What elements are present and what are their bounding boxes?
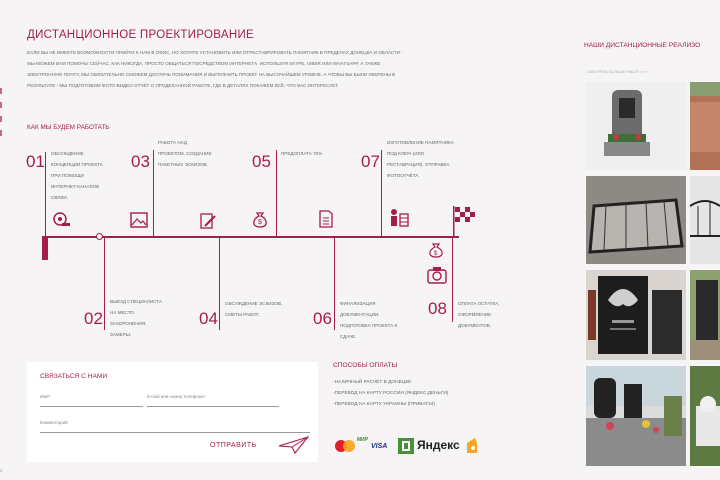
see-more-works-link[interactable]: СМОТРЕТЬ БОЛЬШЕ РАБОТ >>> [587, 70, 647, 74]
step-01-line [45, 152, 46, 236]
step-03-number: 03 [131, 152, 150, 171]
timeline-start-marker [42, 236, 48, 260]
page-title: ДИСТАНЦИОННОЕ ПРОЕКТИРОВАНИЕ [27, 29, 254, 41]
intro-line: ЭЛЕКТРОННУЮ ПОЧТУ, МЫ ОБЯЗАТЕЛЬНО СМОЖЕМ ДОСТИЧЬ ПОНИМАНИЯ И ВЫПОЛНИТЬ ПРОЕКТ НА ВЫСОЧАЙШЕМ УРОВНЕ. А ЧТОБЫ ВЫ БЫЛИ УВЕРЕНЫ В [27, 72, 396, 77]
step-07-line [381, 150, 382, 236]
camera-icon [427, 266, 447, 284]
yandex-money-icon [465, 437, 479, 455]
gallery-photo-6[interactable] [690, 270, 720, 360]
gallery-photo-2[interactable] [690, 82, 720, 170]
step-05-text: ПРЕДОПЛАТА 70% [281, 151, 323, 156]
step-07-text: ИЗГОТОВЛЕНИЕ ПАМЯТНИКА ПОД КЛЮЧ (ИЛИ РЕСТАВРАЦИЯ). ОТПРАВКА ФОТООТЧЁТА. [387, 140, 454, 178]
send-button[interactable] [210, 442, 257, 449]
mir-logo: МИР [357, 437, 369, 443]
finish-flag-icon [453, 206, 475, 238]
step-05-number: 05 [252, 152, 271, 171]
step-04-line [219, 238, 220, 330]
measuring-tape-icon [52, 210, 70, 228]
step-04-number: 04 [199, 309, 218, 328]
corner-mark: s [0, 468, 3, 474]
privat24-logo-icon [397, 437, 415, 455]
svg-text:$: $ [258, 219, 262, 226]
step-05-line [276, 150, 277, 236]
gallery-photo-8[interactable] [690, 366, 720, 466]
visa-logo: VISA [371, 443, 388, 450]
document-icon [318, 210, 334, 228]
name-input[interactable]: Имя* [40, 392, 143, 407]
gallery-photo-monument-1[interactable] [586, 82, 686, 170]
money-bag-icon [428, 242, 444, 258]
paper-plane-icon [279, 436, 309, 454]
timeline-axis [44, 236, 459, 238]
step-02-line [104, 238, 105, 330]
timeline-dot [96, 233, 103, 240]
step-08-line [452, 238, 453, 322]
step-01-number: 01 [26, 152, 45, 171]
step-06-text: ФИНАЛИЗАЦИЯ ДОКУМЕНТАЦИИ, ПОДГОТОВКА ПРОЕКТА К СДАЧЕ. [340, 301, 398, 339]
money-bag-icon [252, 210, 268, 228]
step-02-text: ВЫЕЗД СПЕЦИАЛИСТА НА МЕСТО ЗАХОРОНЕНИЯ, ЗАМЕРЫ. [110, 299, 163, 337]
worker-building-icon [388, 208, 410, 228]
step-02-number: 02 [84, 309, 103, 328]
gallery-photo-monument-3[interactable] [586, 366, 686, 466]
payment-title: СПОСОБЫ ОПЛАТЫ [333, 362, 398, 369]
comment-input[interactable]: Комментарий [40, 418, 310, 433]
email-phone-input[interactable]: E-mail или номер телефона* [147, 392, 279, 407]
pencil-document-icon [199, 212, 217, 230]
image-sketch-icon [130, 212, 148, 228]
step-06-line [334, 238, 335, 330]
step-03-text: РАБОТА НАД ПРОЕКТОМ, СОЗДАНИЕ ПАКЕТНЫХ ЭСКИЗОВ. [158, 140, 212, 167]
step-07-number: 07 [361, 152, 380, 171]
section-subtitle: КАК МЫ БУДЕМ РАБОТАТЬ [27, 124, 110, 131]
contact-form-title: СВЯЗАТЬСЯ С НАМИ [40, 373, 108, 380]
contact-form [27, 362, 318, 462]
svg-text:$: $ [434, 251, 438, 257]
gallery-photo-fence-1[interactable] [586, 176, 686, 264]
intro-line: МЫ МОЖЕМ ВАМ ПОМОЧЬ! СЕЙЧАС, КАК НИКОГДА, ПРОСТО ОБЩАТЬСЯ ПОСРЕДСТВОМ ИНТЕРНЕТА. ИСПОЛЬЗУЯ SKYPE, VIBER ИЛИ WHATSAPP, А ТАКЖЕ [27, 61, 381, 66]
intro-line: РЕЗУЛЬТАТЕ - МЫ ПОДГОТОВИМ ФОТО-ВИДЕО ОТЧЁТ О ПРОДЕЛАННОЙ РАБОТЕ, ГДЕ В ДЕТАЛЯХ ПОКАЖЕМ ВСЁ, ЧТО ВАС ИНТЕРЕСУЕТ. [27, 83, 339, 88]
step-03-line [153, 150, 154, 236]
intro-line: ЕСЛИ ВЫ НЕ ИМЕЕТЕ ВОЗМОЖНОСТИ ПРИЙТИ К НАМ В ОФИС, НО ХОТИТЕ УСТАНОВИТЬ ИЛИ ОТРЕСТАВРИРОВАТЬ ПАМЯТНИК В ПРЕДЕЛАХ ДОНЕЦКА И ОБЛАСТИ - [27, 50, 403, 55]
payment-methods [333, 362, 503, 410]
gallery-photo-4[interactable] [690, 176, 720, 264]
step-06-number: 06 [313, 309, 332, 328]
step-01-text: ОБСУЖДЕНИЕ КОНЦЕПЦИИ ПРОЕКТА ПРИ ПОМОЩИ ИНТЕРНЕТ-КАНАЛОВ СВЯЗИ. [51, 151, 103, 200]
payment-item: -НАЛИЧНЫЙ РАСЧЁТ В ДОНЕЦКЕ [333, 380, 412, 385]
mastercard-logo-icon [333, 439, 357, 453]
step-08-number: 08 [428, 299, 447, 318]
payment-item: -ПЕРЕВОД НА КАРТУ УКРАИНЫ (ПРИВАТ24) [333, 402, 436, 407]
gallery-photo-monument-2[interactable] [586, 270, 686, 360]
step-04-text: ОБСУЖДЕНИЕ ЭСКИЗОВ, СМЕТЫ РАБОТ. [225, 301, 283, 317]
sidebar-title: НАШИ ДИСТАНЦИОННЫЕ РЕАЛИЗО [584, 42, 701, 49]
payment-item: -ПЕРЕВОД НА КАРТУ РОССИИ (ЯНДЕКС ДЕНЬГИ) [333, 391, 449, 396]
send-button-label: ОТПРАВИТЬ [210, 442, 257, 449]
step-08-text: ОПЛАТА ОСТАТКА, ОФОРМЛЕНИЕ ДОКУМЕНТОВ. [458, 301, 500, 328]
yandex-logo: Яндекс [417, 438, 460, 452]
